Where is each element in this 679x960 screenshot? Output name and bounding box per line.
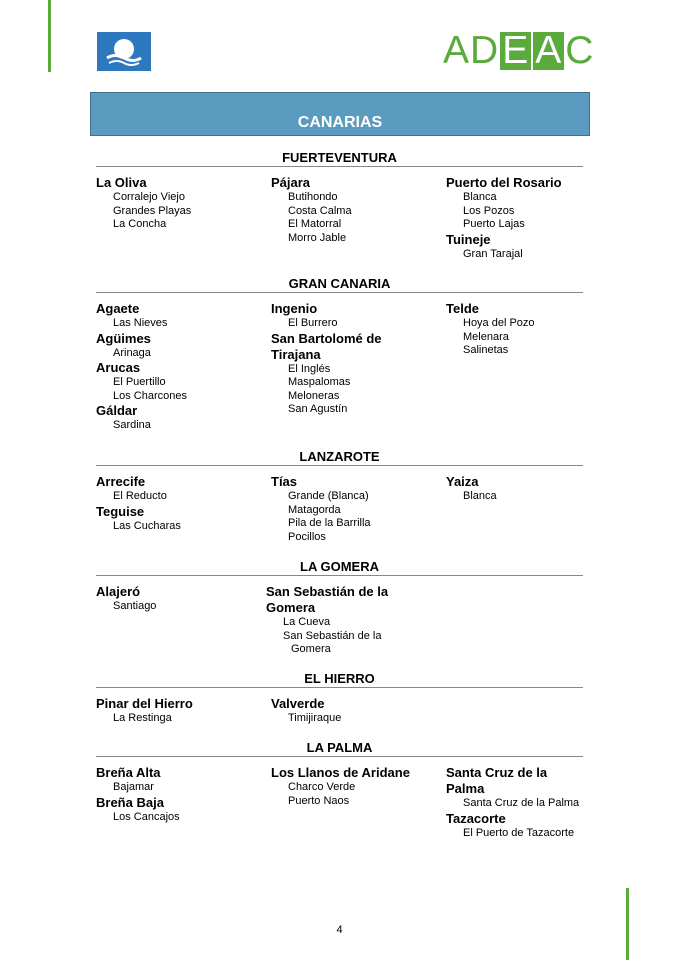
municipality-name: Arucas (96, 360, 141, 375)
municipality-name: Agaete (96, 301, 140, 316)
municipality-name: Telde (446, 301, 479, 316)
municipality-column (446, 474, 497, 504)
beach-name: Los Cancajos (113, 810, 180, 823)
municipality-column (446, 301, 535, 358)
municipality-name: Gáldar (96, 403, 138, 418)
municipality-name: Breña Alta (96, 765, 161, 780)
municipality-column (266, 584, 388, 657)
municipality-name: Alajeró (96, 584, 141, 599)
adeac-logo (443, 31, 594, 71)
municipality-column (271, 765, 410, 808)
beach-name: Puerto Lajas (463, 218, 525, 230)
municipality-column (271, 474, 371, 544)
blue-flag-icon (97, 32, 151, 71)
municipality-column (446, 765, 579, 840)
beach-name: Sardina (113, 419, 151, 431)
island-title: FUERTEVENTURA (282, 150, 397, 165)
municipality-name: Santa Cruz de la (446, 765, 548, 780)
municipality-column (96, 765, 180, 824)
beach-name: Puerto Naos (288, 794, 350, 807)
island-section (96, 740, 583, 839)
region-banner (90, 92, 590, 136)
beach-name: Las Nieves (113, 317, 168, 329)
beach-name: San Sebastián de la (283, 629, 382, 642)
municipality-name: Teguise (96, 503, 145, 519)
island-title: EL HIERRO (304, 671, 375, 686)
beach-name: El Inglés (288, 362, 331, 375)
municipality-name-continued: Gomera (266, 600, 316, 615)
beach-name: Charco Verde (288, 781, 356, 793)
beach-name: El Matorral (288, 218, 342, 230)
municipality-name: Arrecife (96, 474, 146, 489)
beach-name: El Reducto (113, 490, 167, 502)
beach-name-continued: Gomera (291, 643, 331, 655)
beach-name: Los Charcones (113, 389, 187, 402)
island-title: GRAN CANARIA (288, 276, 391, 291)
beach-name: Las Cucharas (113, 519, 181, 532)
municipality-name: Pinar del Hierro (96, 696, 193, 711)
beach-name: Pocillos (288, 530, 326, 543)
island-title: LA PALMA (306, 740, 373, 755)
municipality-name-continued: Palma (446, 781, 485, 796)
municipality-name: Puerto del Rosario (446, 175, 562, 190)
adeac-logo-part: AD (443, 29, 500, 72)
municipality-name: Yaiza (446, 474, 479, 489)
beach-name: Morro Jable (288, 231, 347, 244)
beach-name: Grandes Playas (113, 204, 192, 217)
beach-name: Costa Calma (288, 204, 352, 217)
beach-name: Maspalomas (288, 376, 351, 388)
beach-name: Meloneras (288, 389, 340, 402)
beach-name: La Cueva (283, 616, 331, 628)
municipality-name: Tazacorte (446, 810, 506, 826)
municipality-name: Breña Baja (96, 794, 164, 810)
island-section (96, 449, 583, 543)
municipality-name: Agüimes (96, 330, 151, 346)
beach-name: Matagorda (288, 503, 341, 516)
beach-name: Pila de la Barrilla (288, 517, 371, 529)
municipality-column (271, 175, 352, 245)
municipality-name: Los Llanos de Aridane (271, 765, 410, 780)
municipality-name: Pájara (271, 175, 311, 190)
beach-name: Gran Tarajal (463, 247, 523, 260)
adeac-logo-part: E (502, 29, 530, 72)
municipality-name: La Oliva (96, 175, 147, 190)
beach-name: Salinetas (463, 344, 509, 356)
beach-name: El Burrero (288, 317, 338, 329)
beach-name: Timijiraque (288, 712, 342, 724)
municipality-column (446, 175, 562, 261)
municipality-name: Ingenio (271, 301, 318, 316)
beach-name: Blanca (463, 191, 497, 203)
beach-name: Arinaga (113, 346, 151, 359)
beach-name: Butihondo (288, 191, 338, 203)
municipality-name: Tías (271, 474, 298, 489)
beach-name: Los Pozos (463, 204, 515, 217)
island-title: LA GOMERA (300, 559, 379, 574)
municipality-name: Tuineje (446, 231, 491, 247)
beach-name: La Restinga (113, 712, 172, 724)
municipality-column (271, 301, 382, 417)
island-section (96, 150, 583, 260)
beach-name: San Agustín (288, 403, 348, 415)
municipality-name-continued: Tirajana (271, 346, 321, 362)
municipality-column (271, 696, 341, 726)
municipality-column (96, 696, 193, 726)
island-section (96, 559, 583, 655)
beach-name: Grande (Blanca) (288, 490, 369, 502)
green-accent-bar-top (48, 0, 51, 72)
municipality-name: Valverde (271, 696, 325, 711)
island-section (96, 276, 583, 431)
beach-name: El Puertillo (113, 376, 166, 388)
municipality-column (96, 474, 181, 533)
adeac-logo-part: C (565, 29, 595, 72)
beach-name: Hoya del Pozo (463, 317, 535, 329)
beach-name: Santiago (113, 600, 157, 612)
beach-name: La Concha (113, 218, 167, 230)
municipality-column (96, 301, 187, 433)
municipality-column (96, 175, 191, 232)
beach-name: Bajamar (113, 781, 154, 793)
beach-name: Blanca (463, 490, 497, 502)
municipality-column (96, 584, 156, 614)
adeac-logo-part: A (535, 29, 563, 72)
municipality-name: San Sebastián de la (266, 584, 389, 599)
beach-name: Santa Cruz de la Palma (463, 797, 580, 809)
page-number: 4 (336, 924, 343, 936)
beach-name: El Puerto de Tazacorte (463, 826, 575, 839)
island-title: LANZAROTE (299, 449, 380, 464)
island-section (96, 671, 583, 724)
page-title: CANARIAS (297, 114, 383, 131)
beach-name: Corralejo Viejo (113, 191, 185, 203)
beach-name: Melenara (463, 330, 509, 343)
municipality-name: San Bartolomé de (271, 330, 382, 346)
